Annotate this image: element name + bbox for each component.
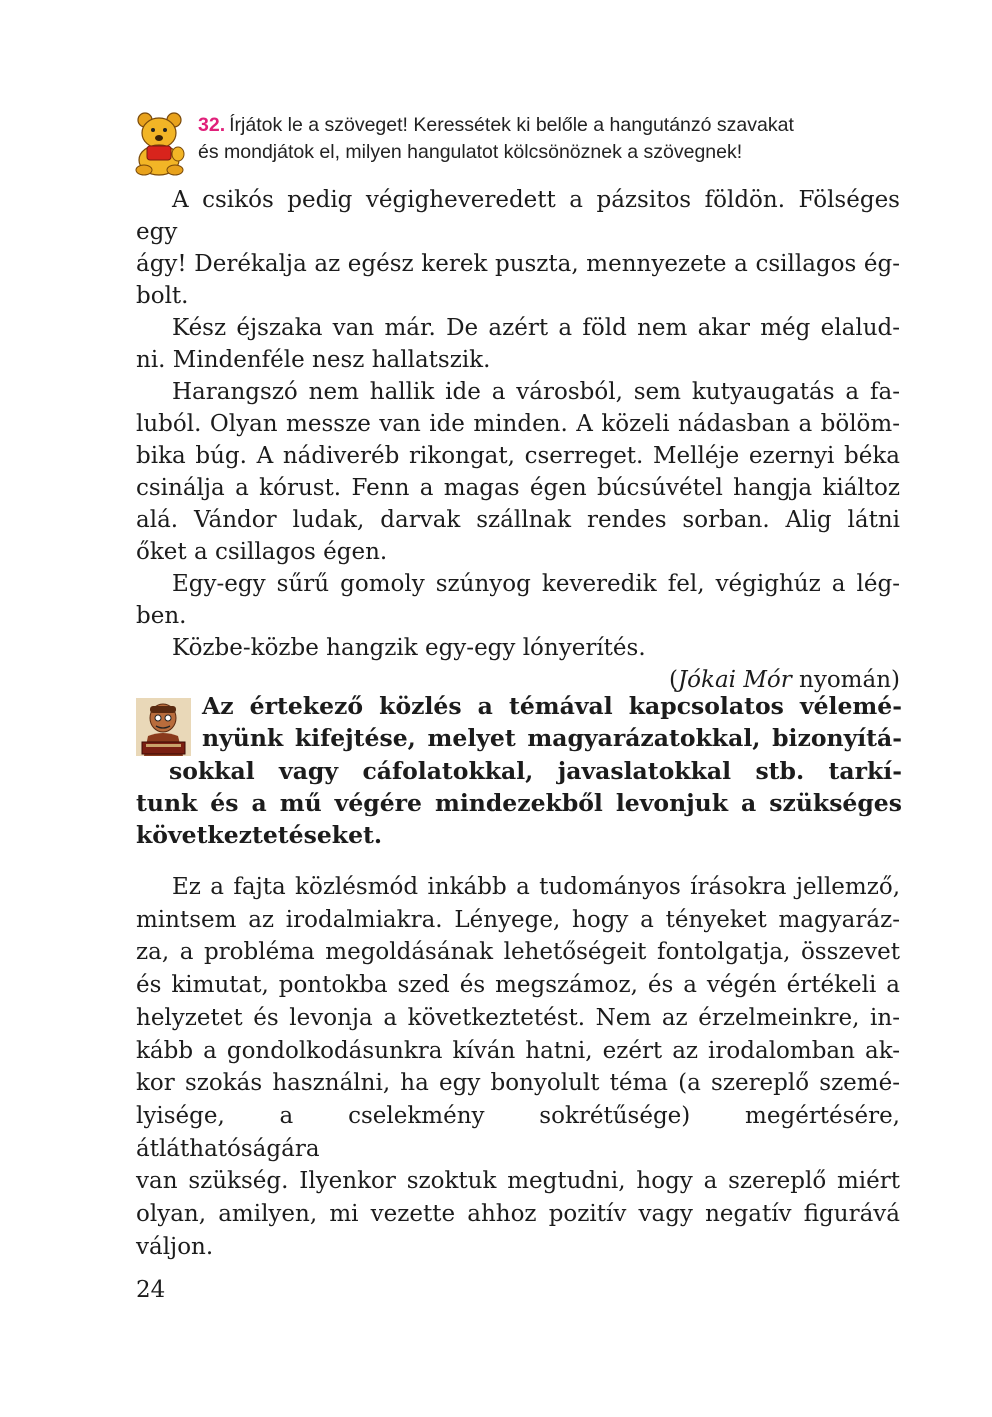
story-line: ágy! Derékalja az egész kerek puszta, mennyezete a csillagos ég- (136, 251, 900, 277)
story-line: bolt. (136, 283, 189, 309)
definition-line: sokkal vagy cáfolatokkal, javaslatokkal stb. tarkí- (169, 756, 902, 785)
exercise-header (134, 106, 914, 176)
story-line: bika búg. A nádiveréb rikongat, cserreget. Melléje ezernyi béka (136, 443, 900, 469)
definition-line: Az értekező közlés a témával kapcsolatos vélemé- (202, 692, 902, 720)
explanation-line: olyan, amilyen, mi vezette ahhoz pozitív vagy negatív figurává (136, 1201, 900, 1228)
explanation-line: mintsem az irodalmiakra. Lényege, hogy a tényeket magyaráz- (136, 906, 900, 933)
definition-line: következtetéseket. (136, 821, 383, 850)
story-line: Kész éjszaka van már. De azért a föld nem akar még elalud- (172, 315, 900, 341)
explanation-line: kább a gondolkodásunkra kíván hatni, ezért az irodalomban ak- (136, 1037, 900, 1064)
definition-line: tunk és a mű végére mindezekből levonjuk a szükséges (136, 788, 902, 817)
exercise-instruction-line2: és mondjátok el, milyen hangulatot kölcsönöznek a szövegnek! (198, 141, 743, 163)
exercise-number: 32. (198, 114, 226, 136)
explanation-text (136, 871, 900, 1263)
explanation-line: helyzetet és levonja a következtetést. Nem az érzelmeinkre, in- (136, 1004, 900, 1031)
exercise-line-1 (198, 112, 908, 139)
story-line: A csikós pedig végigheveredett a pázsitos földön. Fölséges egy (136, 187, 900, 245)
source-suffix: nyomán) (791, 667, 900, 693)
explanation-line: lyisége, a cselekmény sokrétűsége) megértésére, átláthatóságára (136, 1102, 900, 1162)
exercise-instruction-line1: Írjátok le a szöveget! Keressétek ki belőle a hangutánzó szavakat (229, 114, 794, 136)
source-author: Jókai Mór (677, 667, 792, 693)
story-line: luból. Olyan messze van ide minden. A közeli nádasban a bölöm- (136, 411, 900, 437)
story-line: Közbe-közbe hangzik egy-egy lónyerítés. (172, 635, 646, 661)
story-line: őket a csillagos égen. (136, 539, 388, 565)
source-prefix: ( (668, 667, 678, 693)
story-line: ben. (136, 603, 187, 629)
story-text (136, 184, 900, 696)
story-line: Harangszó nem hallik ide a városból, sem kutyaugatás a fa- (172, 379, 900, 405)
story-line: alá. Vándor ludak, darvak szállnak rendes sorban. Alig látni (136, 507, 900, 533)
story-line: Egy-egy sűrű gomoly szúnyog keveredik fel, végighúz a lég- (172, 571, 900, 597)
story-line: csinálja a kórust. Fenn a magas égen búcsúvétel hangja kiáltoz (136, 475, 900, 501)
exercise-instruction (198, 112, 908, 166)
explanation-line: váljon. (136, 1233, 214, 1260)
explanation-line: Ez a fajta közlésmód inkább a tudományos írásokra jellemző, (172, 874, 900, 900)
explanation-line: van szükség. Ilyenkor szoktuk megtudni, hogy a szereplő miért (136, 1168, 900, 1195)
explanation-line: za, a probléma megoldásának lehetőségeit fontolgatja, összevet (136, 939, 900, 966)
page-number: 24 (136, 1277, 166, 1303)
bear-icon (134, 110, 188, 176)
story-line: ni. Mindenféle nesz hallatszik. (136, 347, 491, 373)
explanation-line: kor szokás használni, ha egy bonyolult téma (a szereplő szemé- (136, 1070, 900, 1097)
explanation-line: és kimutat, pontokba szed és megszámoz, és a végén értékeli a (136, 972, 900, 999)
definition-box (136, 690, 902, 851)
definition-line: nyünk kifejtése, melyet magyarázatokkal, bizonyítá- (202, 724, 902, 753)
